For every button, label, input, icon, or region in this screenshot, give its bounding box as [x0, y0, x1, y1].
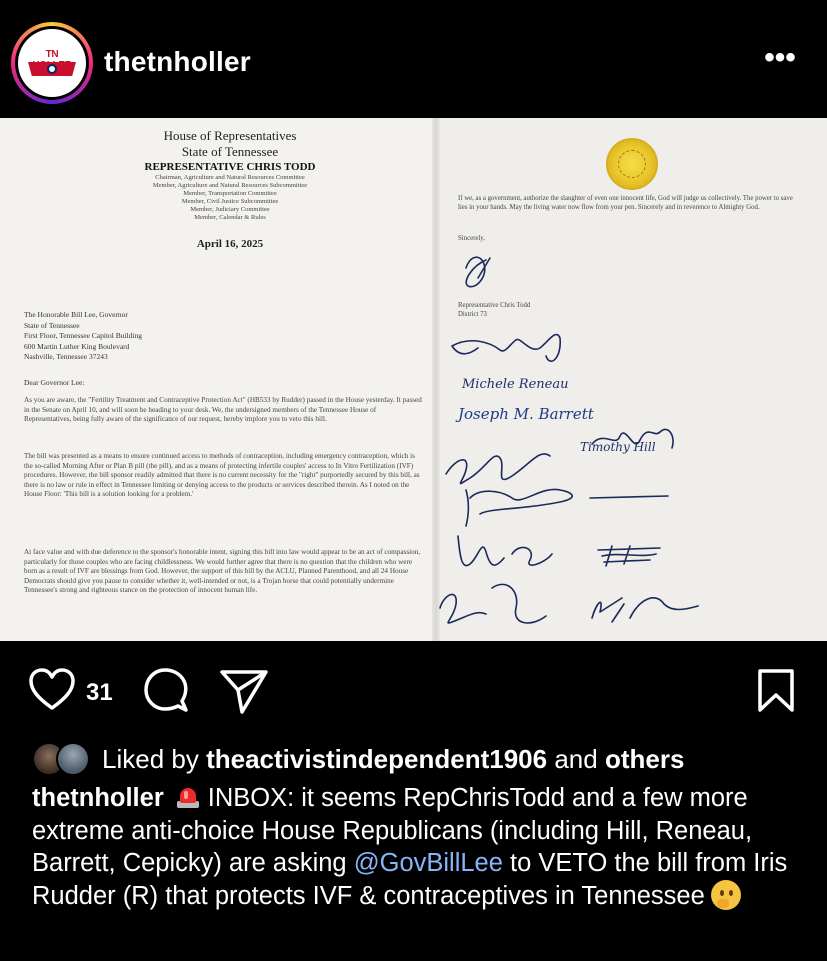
signature-5	[598, 546, 660, 566]
signature-2	[446, 454, 550, 484]
bookmark-icon[interactable]	[755, 668, 797, 714]
liked-by-user[interactable]: theactivistindependent1906	[206, 744, 548, 774]
signatory-district: District 73	[458, 311, 487, 318]
caption-username[interactable]: thetnholler	[32, 784, 164, 812]
post-image[interactable]	[0, 118, 827, 641]
committee-line: Member, Civil Justice Subcommittee	[181, 198, 279, 205]
address-line: State of Tennessee	[24, 320, 80, 330]
signature-reneau: Michele Reneau	[462, 377, 569, 392]
caption-mention[interactable]: @GovBillLee	[353, 849, 503, 877]
send-icon[interactable]	[218, 666, 270, 716]
signature-7	[592, 598, 698, 622]
caption-text-1: INBOX: it seems RepChrisTodd and a few more extreme anti-choice House Republicans (including Hill, Reneau, Barrett, Cepicky) are asking	[32, 784, 753, 877]
avatar-logo	[18, 29, 86, 97]
committee-line: Member, Judiciary Committee	[190, 206, 270, 213]
signatures	[0, 118, 827, 641]
committee-line: Member, Agriculture and Natural Resources Subcommittee	[152, 182, 308, 189]
letter-closing-paragraph: If we, as a government, authorize the slaughter of even one innocent life, God will judge us collectively. The power to save lies in your hands. May the living water now flow from your pen. Sincerely and in reverence to Almighty God.	[458, 195, 793, 211]
address-line: 600 Martin Luther King Boulevard	[24, 341, 130, 351]
letter-greeting: Dear Governor Lee:	[24, 378, 85, 387]
comment-icon[interactable]	[142, 667, 190, 715]
address-line: The Honorable Bill Lee, Governor	[24, 310, 128, 319]
letter-paragraph: At face value and with due deference to the sponsor's honorable intent, signing this bill into law would appear to be an act of compassion, particularly for those couples who are facing childlessness. We would further agree that there is no question that the children who were born as a result of IVF are blessings from God. However, the support of this bill by the ACLU, Planned Parenthood, and all 24 House Democrats should give you pause to consider whether it, well-intended or not, is a Trojan horse that could potentially undermine Tennessee's strong and righteous stance on the protection of innocent human life.	[24, 548, 421, 595]
liked-by-avatars[interactable]	[32, 742, 96, 776]
committee-line: Chairman, Agriculture and Natural Resources Committee	[155, 174, 305, 181]
liked-by-line	[102, 741, 684, 777]
signature-hill: Timothy Hill	[580, 440, 656, 454]
committee-line: Member, Calendar & Rules	[194, 214, 266, 221]
signature-6	[440, 584, 546, 623]
header-username[interactable]: thetnholler	[104, 46, 251, 77]
thinking-face-emoji-icon	[711, 880, 741, 910]
caption-text-2: to VETO the bill from Iris Rudder (R) that protects IVF & contraceptives in Tennessee	[32, 849, 788, 910]
letter-paragraph: As you are aware, the "Fertility Treatment and Contraceptive Protection Act" (HB533 by Rudder) passed in the House yesterday. It passed in the Senate on April 10, and will soon be heading to your desk. We, the undersigned members of the Tennessee House of Representatives, being fully aware of the significance of our request, hereby implore you to veto this bill.	[24, 396, 422, 424]
signature-chris-todd	[466, 257, 490, 287]
tri-star-icon	[47, 64, 57, 74]
signature-barrett: Joseph M. Barrett	[458, 405, 594, 423]
letter-date: April 16, 2025	[196, 238, 264, 250]
like-count[interactable]: 31	[86, 679, 113, 706]
post-header	[0, 0, 827, 118]
address-line: First Floor, Tennessee Capitol Building	[24, 331, 142, 340]
action-bar	[0, 641, 827, 741]
post-caption	[32, 782, 812, 912]
letterhead-state: State of Tennessee	[181, 144, 279, 159]
heart-icon[interactable]	[28, 668, 76, 712]
signature-3	[466, 489, 668, 526]
letter-paragraph: The bill was presented as a means to ensure continued access to methods of contraception, including emergency contraception, which is the so-called Morning After or Plan B pill (the pill), and as a means of protecting infertile couples' access to In Vitro Fertilization (IVF) procedures. However, the bill sponsor readily admitted that there is no current necessity for the "right" purportedly secured by this bill, as there is no law or rule in effect in Tennessee limiting or denying access to the products or services described therein. As I noted on the House Floor: 'This bill is a solution looking for a problem.'	[24, 452, 420, 499]
siren-emoji-icon	[174, 782, 202, 810]
letterhead-representative: REPRESENTATIVE CHRIS TODD	[144, 161, 316, 173]
address-line: Nashville, Tennessee 37243	[24, 352, 108, 361]
liker-avatar	[56, 742, 90, 776]
letter-sincerely: Sincerely,	[458, 235, 485, 242]
more-options-icon[interactable]: •••	[764, 41, 796, 74]
signature-4	[458, 536, 552, 566]
signature-1	[452, 335, 560, 362]
committee-line: Member, Transportation Committee	[183, 190, 277, 197]
liked-by-joiner: and	[554, 744, 598, 774]
letterhead-title: House of Representatives	[163, 128, 297, 143]
avatar-logo-text: TN	[45, 49, 59, 60]
signatory-name: Representative Chris Todd	[458, 302, 531, 309]
profile-avatar[interactable]	[11, 22, 93, 104]
liked-by-others[interactable]: others	[604, 744, 685, 774]
liked-by-prefix: Liked by	[102, 744, 199, 774]
